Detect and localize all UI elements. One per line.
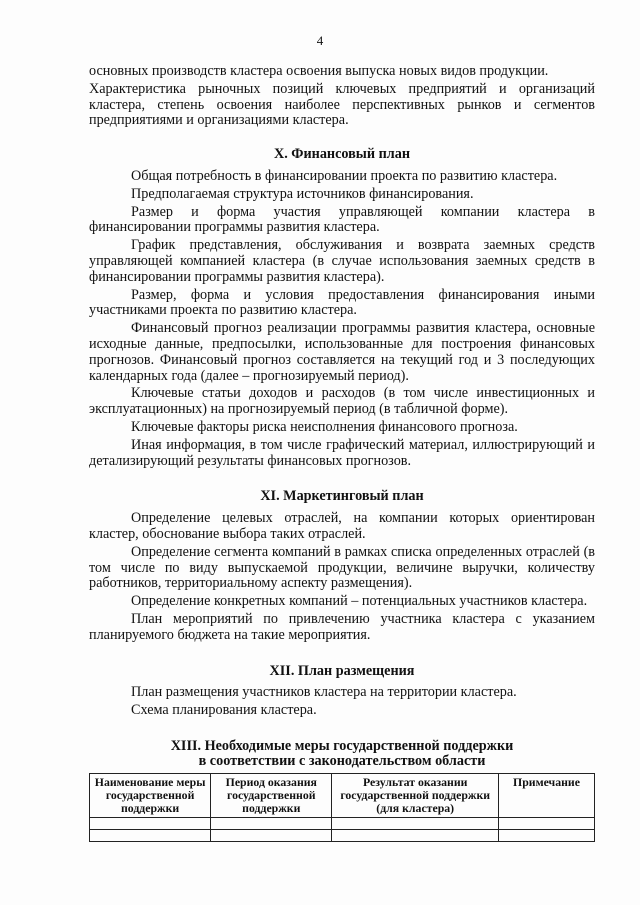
col-header-period: Период оказания государственной поддержки: [211, 773, 332, 817]
sec12-paragraph: План размещения участников кластера на территории кластера.: [131, 684, 517, 701]
section-xiii-title-line2: в соответствии с законодательством области: [198, 752, 486, 769]
sec11-paragraph: Определение конкретных компаний – потенциальных участников кластера.: [131, 593, 588, 610]
sec10-paragraph: Финансовый прогноз реализации программы развития кластера, основные исходные данные, предпосылки, использованные для построения финансовых прогнозов. Финансовый прогноз составляется на текущий год и 3 последующих календарных года (далее – прогнозируемый период).: [89, 320, 595, 384]
sec10-paragraph: Иная информация, в том числе графический материал, иллюстрирующий и детализирующий результаты финансовых прогнозов.: [89, 436, 595, 469]
state-support-table: [89, 773, 595, 842]
page-number: 4: [316, 33, 324, 48]
sec11-paragraph: План мероприятий по привлечению участника кластера с указанием планируемого бюджета на такие мероприятия.: [89, 610, 595, 643]
sec10-paragraph: Размер и форма участия управляющей компании кластера в финансировании программы развития кластера.: [89, 203, 595, 236]
intro-paragraph: Характеристика рыночных позиций ключевых предприятий и организаций кластера, степень освоения наиболее перспективных рынков и сегментов предприятиями и организациями кластера.: [89, 80, 595, 129]
table-cell: [90, 829, 211, 841]
sec10-paragraph: Общая потребность в финансировании проекта по развитию кластера.: [131, 167, 558, 184]
sec10-paragraph: Размер, форма и условия предоставления финансирования иными участниками проекта по развитию кластера.: [89, 286, 595, 319]
sec11-paragraph: Определение сегмента компаний в рамках списка определенных отраслей (в том числе по виду выпускаемой продукции, величине выручки, количеству работников, территориальному аспекту размещения).: [89, 543, 595, 592]
section-xiii-heading: [89, 739, 595, 769]
table-row: [90, 817, 595, 829]
table-cell: [211, 817, 332, 829]
sec11-paragraph: Определение целевых отраслей, на компании которых ориентирован кластер, обоснование выбора таких отраслей.: [89, 510, 595, 542]
table-cell: [211, 829, 332, 841]
table-cell: [499, 817, 595, 829]
intro-line: основных производств кластера освоения выпуска новых видов продукции.: [89, 63, 549, 79]
col-header-note: Примечание: [499, 773, 595, 817]
sec10-paragraph: Предполагаемая структура источников финансирования.: [131, 185, 474, 202]
table-cell: [332, 829, 499, 841]
sec10-paragraph: Ключевые факторы риска неисполнения финансового прогноза.: [131, 418, 518, 435]
table-row: [90, 829, 595, 841]
sec10-paragraph: Ключевые статьи доходов и расходов (в том числе инвестиционных и эксплуатационных) на прогнозируемый период (в табличной форме).: [89, 385, 595, 418]
section-x-heading: X. Финансовый план: [273, 146, 411, 163]
document-body: [89, 64, 595, 842]
col-header-result: Результат оказании государственной поддержки (для кластера): [332, 773, 499, 817]
section-xii-heading: XII. План размещения: [269, 662, 415, 679]
table-cell: [90, 817, 211, 829]
table-cell: [332, 817, 499, 829]
table-header-row: [90, 773, 595, 817]
section-xi-heading: XI. Маркетинговый план: [260, 488, 424, 505]
table-cell: [499, 829, 595, 841]
section-xiii-title-line1: XIII. Необходимые меры государственной поддержки: [170, 737, 514, 754]
sec12-paragraph: Схема планирования кластера.: [131, 702, 317, 719]
sec10-paragraph: График представления, обслуживания и возврата заемных средств управляющей компанией кластера (в случае использования заемных средств в финансировании программы развития кластера).: [89, 237, 595, 285]
col-header-measure: Наименование меры государственной поддержки: [90, 773, 211, 817]
